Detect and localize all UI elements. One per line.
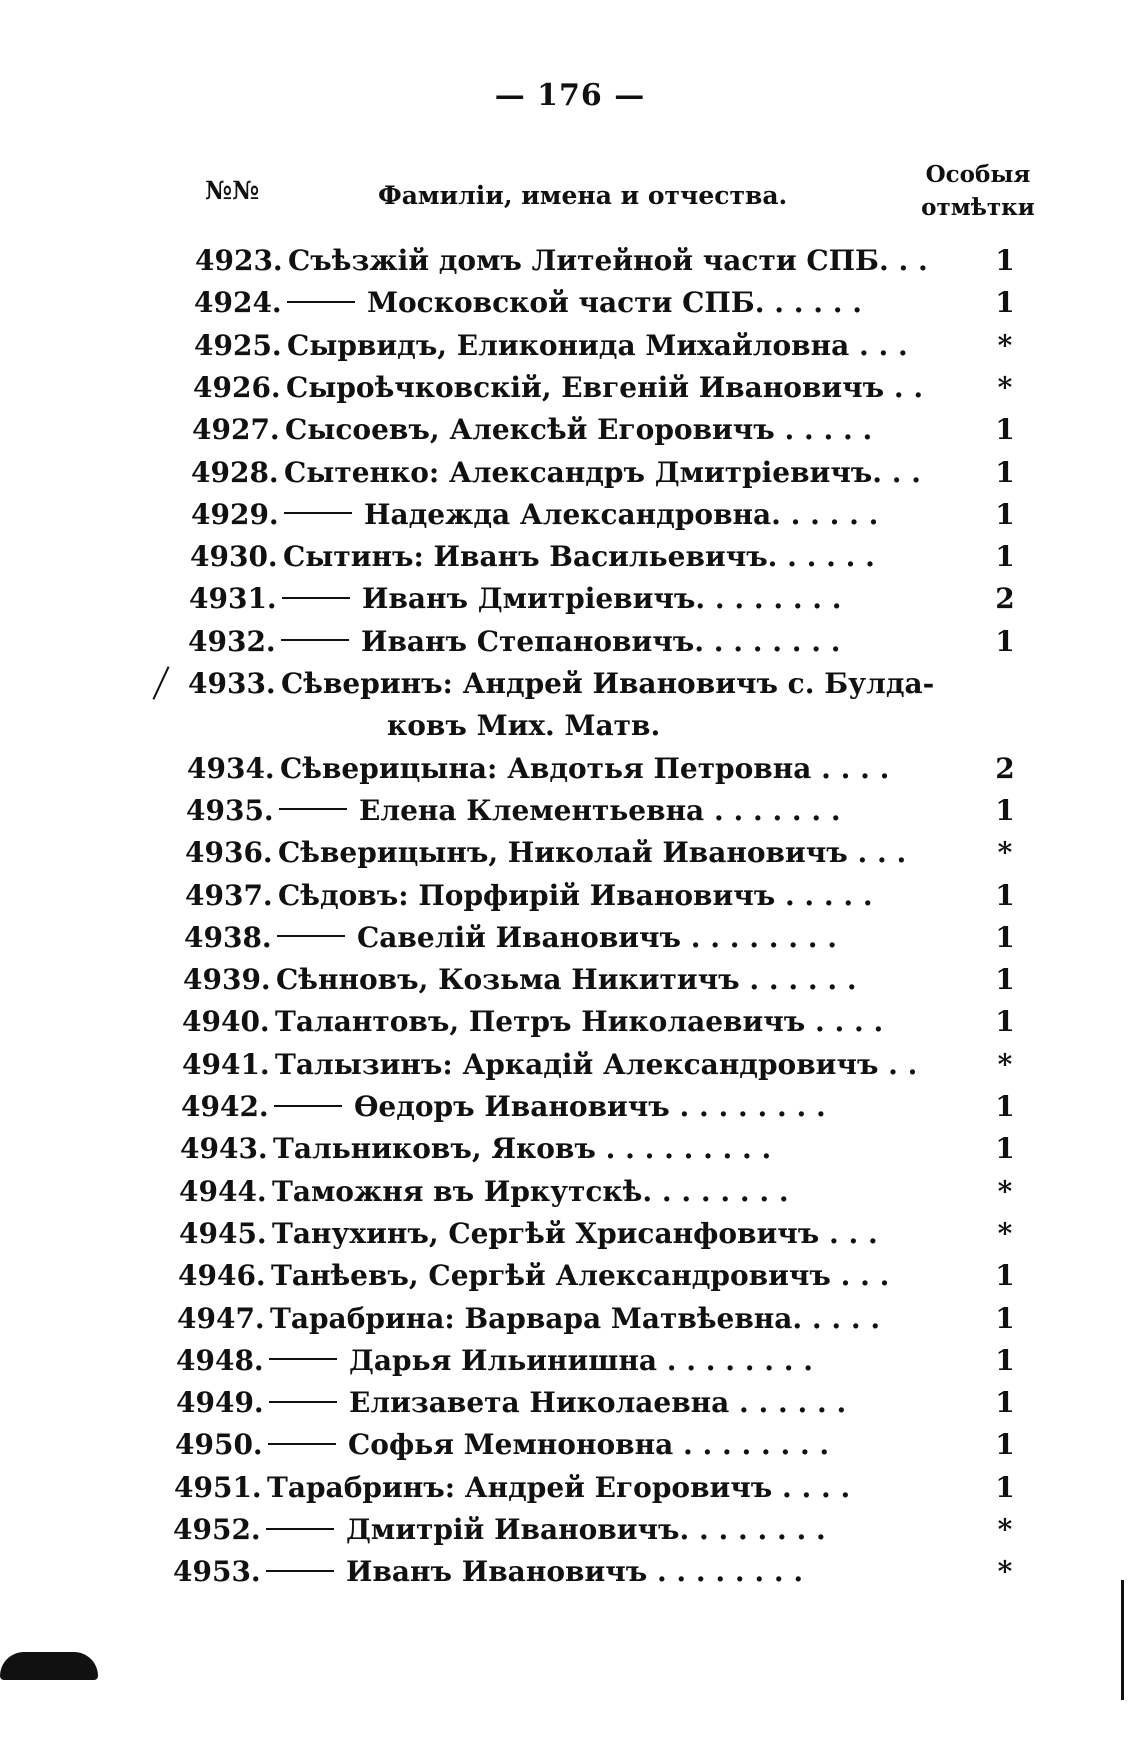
entry-mark: 1 (995, 540, 1015, 574)
entry-mark: 1 (995, 1386, 1015, 1420)
list-item (195, 240, 1065, 282)
list-item (194, 325, 1064, 367)
entry-number: 4946. (178, 1259, 266, 1293)
entry-name (286, 367, 923, 409)
ditto-dash (284, 512, 352, 514)
entry-number: 4942. (181, 1090, 269, 1123)
list-item (183, 959, 1053, 1001)
ditto-dash (266, 1528, 334, 1530)
entry-name (266, 1509, 826, 1551)
ditto-dash (269, 1401, 337, 1403)
entry-mark: 1 (995, 793, 1015, 827)
marks-header-line1: Особыя (925, 161, 1031, 188)
entry-name-text: Сытенко: Александръ Дмитріевичъ. . . (284, 455, 922, 489)
entry-mark: 1 (995, 497, 1015, 531)
entry-name-text: Танѣевъ, Сергѣй Александровичъ . . . (271, 1259, 890, 1293)
entry-name-text: Тарабринъ: Андрей Егоровичъ . . . . (267, 1470, 851, 1504)
ditto-dash (277, 935, 345, 937)
entry-name-text: Иванъ Дмитріевичъ. . . . . . . . (362, 582, 842, 616)
entry-mark: 1 (995, 1301, 1015, 1335)
entry-name (272, 1171, 789, 1213)
entry-number: 4945. (179, 1216, 267, 1250)
entry-name-text: Сѣверицынъ, Николай Ивановичъ . . . (278, 836, 907, 870)
list-item (191, 494, 1061, 536)
entry-number: 4947. (177, 1301, 265, 1335)
entry-number: 4952. (173, 1513, 261, 1546)
entry-mark: 1 (995, 244, 1015, 277)
entry-mark: 1 (995, 455, 1015, 489)
entry-name (275, 1001, 883, 1043)
list-item (178, 1255, 1048, 1297)
entry-name-text: Иванъ Ивановичъ . . . . . . . . (346, 1555, 804, 1589)
entry-name (280, 748, 889, 790)
list-item (176, 1340, 1046, 1382)
ditto-dash (266, 1570, 334, 1572)
list-item (188, 663, 1058, 705)
entry-name (272, 1213, 878, 1255)
entry-mark: * (997, 1174, 1013, 1208)
entry-number: 4949. (176, 1386, 264, 1420)
entry-name-text: Елена Клементьевна . . . . . . . (359, 793, 841, 827)
list-item (173, 1509, 1043, 1551)
entry-name-text: Сѣверинъ: Андрей Ивановичъ с. Булда- (281, 667, 935, 700)
list-item (180, 1128, 1050, 1170)
entry-number: 4926. (193, 370, 281, 404)
entry-name-text: Талызинъ: Аркадій Александровичъ . . (275, 1047, 918, 1081)
entry-mark: 1 (995, 920, 1015, 954)
entry-number: 4931. (189, 582, 277, 616)
entry-number: 4923. (195, 244, 283, 277)
entry-number: 4936. (185, 836, 273, 870)
entry-name-continuation: ковъ Мих. Матв. (387, 709, 661, 743)
entry-mark: * (997, 370, 1013, 404)
entry-name-text: Иванъ Степановичъ. . . . . . . . (361, 624, 841, 658)
entry-number: 4943. (180, 1132, 268, 1166)
entry-mark: * (997, 1047, 1013, 1081)
entry-name (271, 1255, 889, 1297)
list-item (185, 875, 1055, 917)
entry-name-text: Тальниковъ, Яковъ . . . . . . . . . (273, 1132, 772, 1166)
entry-name-text: Съѣзжій домъ Литейной части СПБ. . . (288, 244, 928, 277)
entry-name-text: Ѳедоръ Ивановичъ . . . . . . . . (354, 1090, 826, 1123)
entry-mark: 1 (995, 963, 1015, 997)
entry-number: 4929. (191, 497, 279, 531)
entry-name-text: Таможня въ Иркутскѣ. . . . . . . . (272, 1174, 789, 1208)
list-item (182, 1001, 1052, 1043)
list-item (175, 1424, 1045, 1466)
entry-number: 4951. (174, 1470, 262, 1504)
entry-name (267, 1467, 850, 1509)
list-item (177, 1298, 1047, 1340)
entry-mark: 2 (995, 582, 1015, 616)
entry-mark: 1 (995, 286, 1015, 320)
entry-name-text: Дарья Ильинишна . . . . . . . . (349, 1343, 813, 1377)
entry-name (284, 452, 921, 494)
entry-name-text: Тарабрина: Варвара Матвѣевна. . . . . (270, 1301, 881, 1335)
entry-mark: 1 (995, 1132, 1015, 1166)
entry-number: 4939. (183, 963, 271, 997)
entry-number: 4948. (176, 1343, 264, 1377)
entry-name (268, 1424, 829, 1466)
entry-name (287, 282, 862, 324)
entry-name (269, 1340, 813, 1382)
entry-mark: 1 (995, 878, 1015, 912)
list-item (173, 1551, 1043, 1593)
entry-name (278, 832, 906, 874)
entry-name-text: Сѣдовъ: Порфирій Ивановичъ . . . . . (278, 878, 873, 912)
entry-name-text: Сѣверицына: Авдотья Петровна . . . . (280, 751, 890, 785)
entry-mark: * (997, 1513, 1013, 1546)
entry-name-text: Сысоевъ, Алексѣй Егоровичъ . . . . . (285, 413, 873, 447)
entry-number: 4933. (188, 667, 276, 700)
list-item (186, 790, 1056, 832)
entry-mark: 1 (995, 1343, 1015, 1377)
entry-name (277, 917, 837, 959)
entry-mark: 1 (995, 413, 1015, 447)
entry-mark: * (997, 836, 1013, 870)
entry-number: 4932. (188, 624, 276, 658)
entry-name-text: Сытинъ: Иванъ Васильевичъ. . . . . . (283, 540, 875, 574)
entry-number: 4944. (179, 1174, 267, 1208)
list-item (190, 536, 1060, 578)
entry-name (275, 1044, 917, 1086)
entry-number: 4934. (187, 751, 275, 785)
entry-name (269, 1382, 846, 1424)
entry-name (288, 240, 928, 282)
entry-name-text: Елизавета Николаевна . . . . . . (349, 1386, 847, 1420)
entry-name-text: Сыроѣчковскій, Евгеній Ивановичъ . . (286, 370, 924, 404)
entry-number: 4935. (186, 793, 274, 827)
entry-mark: 2 (995, 751, 1015, 785)
entry-name-text: Надежда Александровна. . . . . . (364, 497, 879, 531)
entry-name-text: Сырвидъ, Еликонида Михайловна . . . (287, 328, 908, 362)
entry-number: 4928. (191, 455, 279, 489)
entry-name (266, 1551, 803, 1593)
entry-name (287, 325, 908, 367)
list-item (187, 748, 1057, 790)
entry-name-text: Савелій Ивановичъ . . . . . . . . (357, 920, 837, 954)
list-item (184, 917, 1054, 959)
entry-name (284, 494, 878, 536)
entry-number: 4938. (184, 920, 272, 954)
entry-name-text: Сѣнновъ, Козьма Никитичъ . . . . . . (276, 963, 857, 997)
list-item (194, 282, 1064, 324)
entry-number: 4953. (173, 1555, 261, 1589)
list-item (179, 1213, 1049, 1255)
entry-mark: * (997, 1216, 1013, 1250)
list-item (182, 1044, 1052, 1086)
entry-name (285, 409, 872, 451)
list-item (185, 832, 1055, 874)
ditto-dash (274, 1105, 342, 1107)
entry-number: 4925. (194, 328, 282, 362)
entry-name (278, 875, 873, 917)
entry-name (274, 1086, 826, 1128)
entry-number: 4930. (190, 540, 278, 574)
ditto-dash (282, 597, 350, 599)
page-number: — 176 — (494, 78, 646, 113)
entry-number: 4940. (182, 1005, 270, 1039)
list-item (192, 409, 1062, 451)
entry-number: 4941. (182, 1047, 270, 1081)
ditto-dash (268, 1443, 336, 1445)
entry-name-text: Талантовъ, Петръ Николаевичъ . . . . (275, 1005, 884, 1039)
ditto-dash (281, 639, 349, 641)
entry-name (282, 578, 842, 620)
list-item (181, 1086, 1051, 1128)
entry-name-text: Танухинъ, Сергѣй Хрисанфовичъ . . . (272, 1216, 878, 1250)
entry-name (281, 663, 934, 705)
entry-mark: 1 (995, 624, 1015, 658)
entry-mark: * (997, 1555, 1013, 1589)
entry-name (273, 1128, 771, 1170)
entry-number: 4924. (194, 286, 282, 320)
scan-blot (0, 1652, 98, 1680)
entry-name (276, 959, 857, 1001)
list-item (193, 367, 1063, 409)
entry-number: 4937. (185, 878, 273, 912)
entry-mark: 1 (995, 1259, 1015, 1293)
names-column-header: Фамиліи, имена и отчества. (378, 181, 788, 210)
number-column-header: №№ (205, 176, 260, 205)
entry-name-text: Дмитрій Ивановичъ. . . . . . . . (346, 1513, 826, 1546)
entry-name (281, 621, 840, 663)
entry-name-text: Московской части СПБ. . . . . . (367, 286, 862, 320)
marks-header-line2: отмѣтки (921, 194, 1035, 221)
table-header (205, 158, 1035, 228)
ditto-dash (269, 1358, 337, 1360)
ditto-dash (287, 301, 355, 303)
list-item (179, 1171, 1049, 1213)
scan-margin-mark (1121, 1580, 1124, 1700)
entry-mark: 1 (995, 1428, 1015, 1462)
entry-mark: 1 (995, 1090, 1015, 1123)
scan-tick-mark (152, 666, 169, 699)
entry-name (283, 536, 875, 578)
entry-mark: * (997, 328, 1013, 362)
entry-number: 4927. (192, 413, 280, 447)
entry-mark: 1 (995, 1005, 1015, 1039)
ditto-dash (279, 808, 347, 810)
list-item (189, 578, 1059, 620)
list-item (176, 1382, 1046, 1424)
list-item (191, 452, 1061, 494)
list-item (174, 1467, 1044, 1509)
marks-column-header (919, 158, 1037, 224)
entry-name (279, 790, 841, 832)
entry-name (270, 1298, 880, 1340)
list-item (188, 621, 1058, 663)
entry-name-text: Софья Мемноновна . . . . . . . . (348, 1428, 830, 1462)
entry-number: 4950. (175, 1428, 263, 1462)
entry-mark: 1 (995, 1470, 1015, 1504)
